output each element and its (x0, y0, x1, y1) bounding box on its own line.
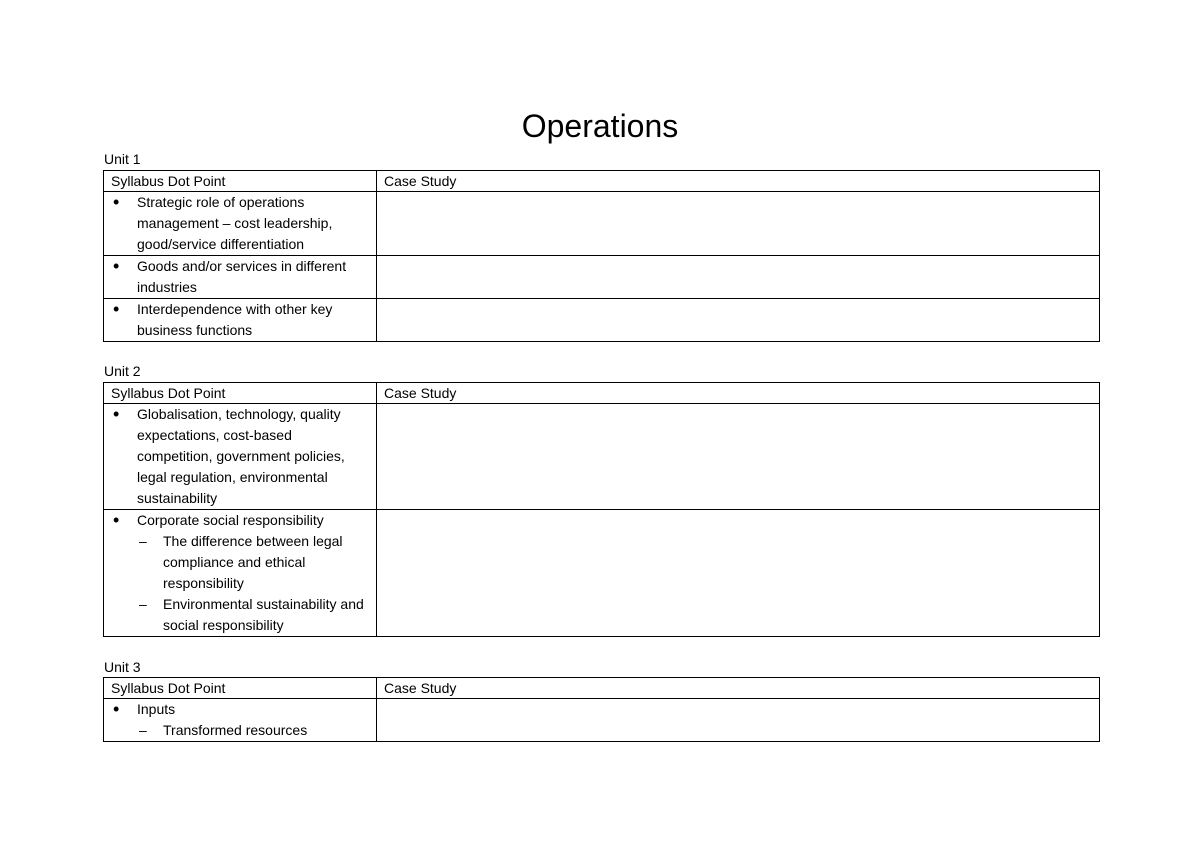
syllabus-cell (104, 256, 377, 299)
case-study-cell[interactable] (377, 699, 1100, 742)
syllabus-cell (104, 192, 377, 256)
header-syllabus-dot-point: Syllabus Dot Point (104, 383, 377, 404)
table-header-row (104, 678, 1100, 699)
header-case-study: Case Study (377, 171, 1100, 192)
case-study-cell[interactable] (377, 404, 1100, 510)
header-syllabus-dot-point: Syllabus Dot Point (104, 678, 377, 699)
syllabus-cell (104, 510, 377, 637)
header-syllabus-dot-point: Syllabus Dot Point (104, 171, 377, 192)
case-study-cell[interactable] (377, 256, 1100, 299)
case-study-cell[interactable] (377, 192, 1100, 256)
unit-2-label: Unit 2 (104, 363, 141, 379)
case-study-cell[interactable] (377, 299, 1100, 342)
dot-point: • Goods and/or services in different industries (111, 256, 371, 298)
table-row (104, 404, 1100, 510)
header-case-study: Case Study (377, 678, 1100, 699)
unit-3-label: Unit 3 (104, 659, 141, 675)
table-row (104, 510, 1100, 637)
dot-point: • Interdependence with other key business functions (111, 299, 371, 341)
dot-point: • Strategic role of operations management – cost leadership, good/service differentiation (111, 192, 371, 255)
table-row (104, 192, 1100, 256)
table-header-row (104, 171, 1100, 192)
syllabus-cell (104, 404, 377, 510)
header-case-study: Case Study (377, 383, 1100, 404)
syllabus-cell (104, 699, 377, 742)
dot-point: • Inputs (111, 699, 371, 720)
case-study-cell[interactable] (377, 510, 1100, 637)
table-row (104, 699, 1100, 742)
dot-point: • Globalisation, technology, quality expectations, cost-based competition, government policies, legal regulation, environmental sustainability (111, 404, 371, 509)
unit-2-table (103, 382, 1100, 637)
syllabus-cell (104, 299, 377, 342)
unit-3-table (103, 677, 1100, 742)
sub-point: – The difference between legal compliance and ethical responsibility (111, 531, 371, 594)
sub-point: – Transformed resources (111, 720, 371, 741)
unit-1-table (103, 170, 1100, 342)
unit-1-label: Unit 1 (104, 151, 141, 167)
table-header-row (104, 383, 1100, 404)
table-row (104, 256, 1100, 299)
page-title: Operations (521, 108, 679, 144)
table-row (104, 299, 1100, 342)
sub-point: – Environmental sustainability and social responsibility (111, 594, 371, 636)
dot-point: • Corporate social responsibility (111, 510, 371, 531)
